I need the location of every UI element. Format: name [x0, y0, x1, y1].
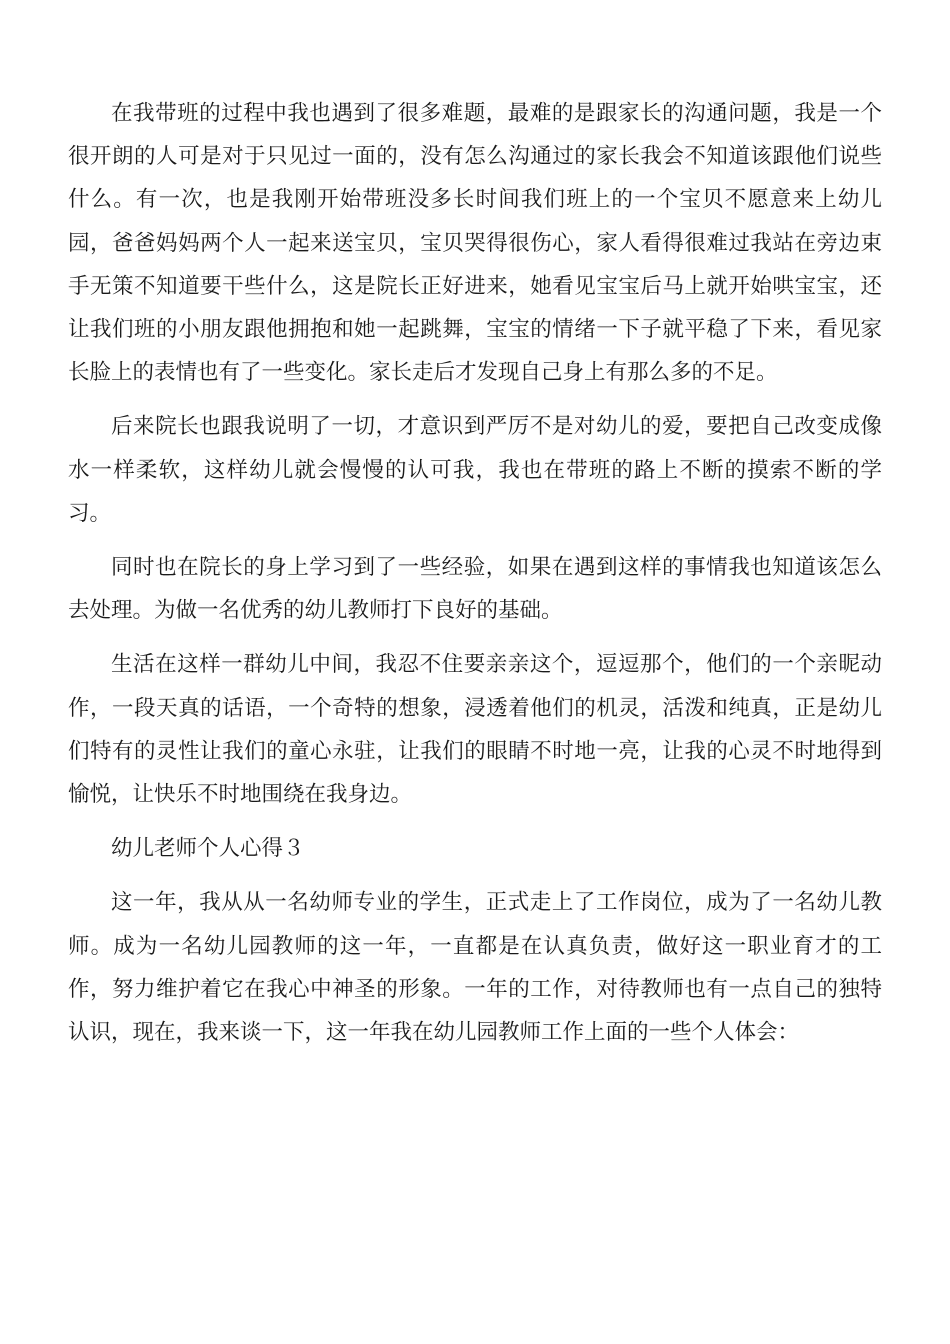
paragraph-parent-communication: 在我带班的过程中我也遇到了很多难题，最难的是跟家长的沟通问题，我是一个很开朗的人可是对于只见过一面的，没有怎么沟通过的家长我会不知道该跟他们说些什么。有一次，也是我刚开始带班没多长时间我们班上的一个宝贝不愿意来上幼儿园，爸爸妈妈两个人一起来送宝贝，宝贝哭得很伤心，家人看得很难过我站在旁边束手无策不知道要干些什么，这是院长正好进来，她看见宝宝后马上就开始哄宝宝，还让我们班的小朋友跟他拥抱和她一起跳舞，宝宝的情绪一下子就平稳了下来，看见家长脸上的表情也有了一些变化。家长走后才发现自己身上有那么多的不足。 — [68, 101, 882, 386]
paragraph-first-year: 这一年，我从从一名幼师专业的学生，正式走上了工作岗位，成为了一名幼儿教师。成为一名幼儿园教师的这一年，一直都是在认真负责，做好这一职业育才的工作，努力维护着它在我心中神圣的形象。一年的工作，对待教师也有一点自己的独特认识，现在，我来谈一下，这一年我在幼儿园教师工作上面的一些个人体会： — [68, 890, 882, 1046]
paragraph-director-advice: 后来院长也跟我说明了一切，才意识到严厉不是对幼儿的爱，要把自己改变成像水一样柔软，这样幼儿就会慢慢的认可我，我也在带班的路上不断的摸索不断的学习。 — [68, 414, 882, 526]
paragraph-life-with-children: 生活在这样一群幼儿中间，我忍不住要亲亲这个，逗逗那个，他们的一个亲昵动作，一段天真的话语，一个奇特的想象，浸透着他们的机灵，活泼和纯真，正是幼儿们特有的灵性让我们的童心永驻，让我们的眼睛不时地一亮，让我的心灵不时地得到愉悦，让快乐不时地围绕在我身边。 — [68, 652, 882, 808]
section-heading: 幼儿老师个人心得３ — [111, 836, 305, 862]
document-body — [68, 92, 882, 1065]
paragraph-learning-experience: 同时也在院长的身上学习到了一些经验，如果在遇到这样的事情我也知道该怎么去处理。为做一名优秀的幼儿教师打下良好的基础。 — [68, 555, 882, 624]
